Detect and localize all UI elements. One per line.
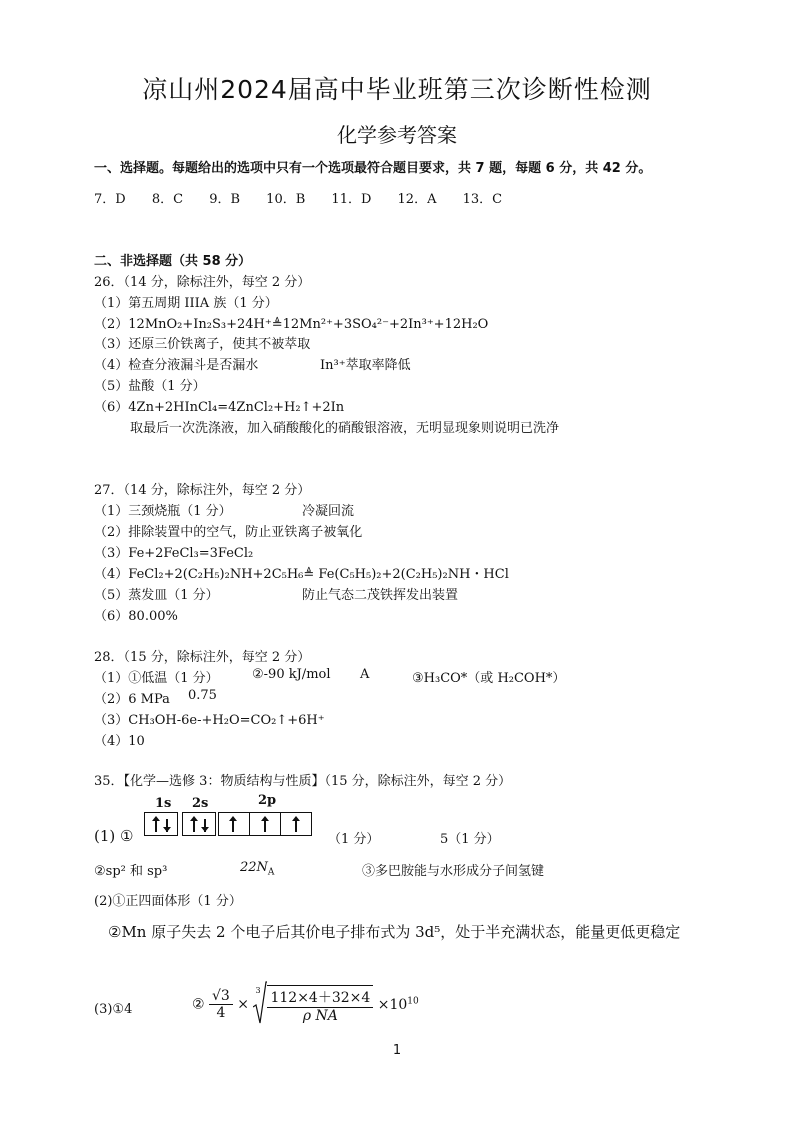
q27-line1b: 冷凝回流 (302, 504, 355, 519)
q26-line6b: 取最后一次洗涤液，加入硝酸酸化的硝酸银溶液，无明显现象则说明已洗净 (130, 421, 560, 436)
formula-tail-exponent: 10 (407, 995, 419, 1006)
q28-line4: （4）10 (94, 734, 145, 749)
radical-sign-icon (253, 981, 267, 1025)
q27-line5a: （5）蒸发皿（1 分） (94, 588, 219, 603)
q35-line2b (240, 860, 275, 878)
cube-root: 3 $\frac{112\times 4+32\times 4}{\text{ρ NA}}$ (253, 985, 373, 1024)
orbital-label-2p: 2p (258, 793, 277, 808)
page-title: 凉山州2024届高中毕业班第三次诊断性检测 (142, 75, 652, 104)
q28-line1b: ②-90 kJ/mol (252, 667, 331, 682)
section1-heading: 一、选择题。每题给出的选项中只有一个选项最符合题目要求，共 7 题，每题 6 分，共 42 分。 (94, 161, 652, 176)
answer-list (94, 188, 502, 207)
answer-9: 9．B (209, 192, 241, 207)
q35-line1-score: （1 分） (328, 832, 380, 847)
answer-8: 8．C (151, 192, 184, 207)
q27-line4: （4）FeCl₂+2(C₂H₅)₂NH+2C₅H₆≜ Fe(C₅H₅)₂+2(C₂H₅)₂NH・HCl (94, 567, 509, 582)
q35-header: 35．【化学—选修 3：物质结构与性质】（15 分，除标注外，每空 2 分） (94, 774, 512, 789)
formula-tail (378, 997, 419, 1013)
q26-line2 (94, 313, 488, 332)
q28-line2b: 0.75 (188, 688, 217, 703)
q35-line2c: ③多巴胺能与水形成分子间氢键 (362, 864, 545, 879)
orbital-label-2s: 2s (192, 796, 209, 811)
spin-up-arrow-icon (152, 816, 160, 832)
fraction-sqrt3-over-4 (209, 988, 233, 1021)
formula-prefix: ② (192, 996, 205, 1013)
orbital-box-1s (144, 812, 178, 836)
q28-line3: （3）CH₃OH-6e-+H₂O=CO₂↑+6H⁺ (94, 713, 325, 728)
formula-tail-base: ×10 (377, 996, 408, 1013)
q26-equation2: 12MnO₂+In₂S₃+24H⁺≜12Mn²⁺+3SO₄²⁻+2In³⁺+12H₂O (128, 317, 489, 332)
orbital-divider (280, 813, 281, 835)
fraction1-numerator: √3 (209, 988, 233, 1005)
q35-line5a: (3)①4 (94, 1002, 133, 1017)
fraction1-denominator: 4 (216, 1005, 226, 1021)
orbital-divider (249, 813, 250, 835)
spin-up-arrow-icon (229, 816, 237, 832)
q27-line3: （3）Fe+2FeCl₃=3FeCl₂ (94, 546, 254, 561)
answer-11: 11．D (331, 192, 372, 207)
spin-up-arrow-icon (261, 816, 269, 832)
answer-12: 12．A (397, 192, 437, 207)
times-sign: × (237, 996, 250, 1013)
answer-13: 13．C (462, 192, 503, 207)
q26-line4a: （4）检查分液漏斗是否漏水 (94, 358, 259, 373)
q28-line1a: （1）①低温（1 分） (94, 671, 219, 686)
q28-line2a: （2）6 MPa (94, 692, 170, 707)
section2-heading: 二、非选择题（共 58 分） (94, 254, 252, 269)
spin-up-arrow-icon (292, 816, 300, 832)
orbital-box-2s (182, 812, 216, 836)
q27-line6: （6）80.00% (94, 609, 178, 624)
q28-header: 28．（15 分，除标注外，每空 2 分） (94, 650, 311, 665)
spin-down-arrow-icon (201, 816, 209, 832)
fraction2-denominator: ρ NA (302, 1008, 338, 1024)
fraction-mass-over-density (267, 985, 373, 1024)
density-formula (192, 985, 419, 1024)
orbital-label-1s: 1s (155, 796, 172, 811)
q26-header: 26．（14 分，除标注外，每空 2 分） (94, 275, 311, 290)
q26-line4b: In³⁺萃取率降低 (320, 358, 411, 373)
q27-line5b: 防止气态二茂铁挥发出装置 (302, 588, 459, 603)
page-subtitle: 化学参考答案 (337, 123, 457, 147)
q35-line3: (2)①正四面体形（1 分） (94, 894, 242, 909)
q26-line6a: （6）4Zn+2HInCl₄=4ZnCl₂+H₂↑+2In (94, 400, 345, 415)
q35-line2b-main: 22N (240, 860, 268, 875)
spin-up-arrow-icon (190, 816, 198, 832)
answer-10: 10．B (266, 192, 306, 207)
fraction2-numerator: 112×4＋32×4 (267, 987, 373, 1008)
q26-line5: （5）盐酸（1 分） (94, 379, 206, 394)
q35-line1-b: 5（1 分） (440, 832, 500, 847)
q27-line1a: （1）三颈烧瓶（1 分） (94, 504, 232, 519)
q26-line1: （1）第五周期 IIIA 族（1 分） (94, 296, 278, 311)
q28-line1d: ③H₃CO*（或 H₂COH*） (412, 671, 566, 686)
spin-down-arrow-icon (163, 816, 171, 832)
q27-line2: （2）排除装置中的空气，防止亚铁离子被氧化 (94, 525, 363, 540)
q35-line1-prefix: (1) ① (94, 827, 134, 845)
q26-line2-prefix: （2） (94, 317, 129, 332)
answer-7: 7．D (94, 192, 126, 207)
q27-header: 27．（14 分，除标注外，每空 2 分） (94, 483, 311, 498)
q35-line4: ②Mn 原子失去 2 个电子后其价电子排布式为 3d⁵，处于半充满状态，能量更低更稳定 (108, 923, 681, 941)
page-number: 1 (392, 1043, 402, 1058)
q35-line2b-sub: A (267, 867, 275, 878)
q28-line1c: A (360, 667, 370, 682)
q35-line2a: ②sp² 和 sp³ (94, 864, 168, 879)
orbital-box-2p (218, 812, 312, 836)
q26-line3: （3）还原三价铁离子，使其不被萃取 (94, 337, 311, 352)
